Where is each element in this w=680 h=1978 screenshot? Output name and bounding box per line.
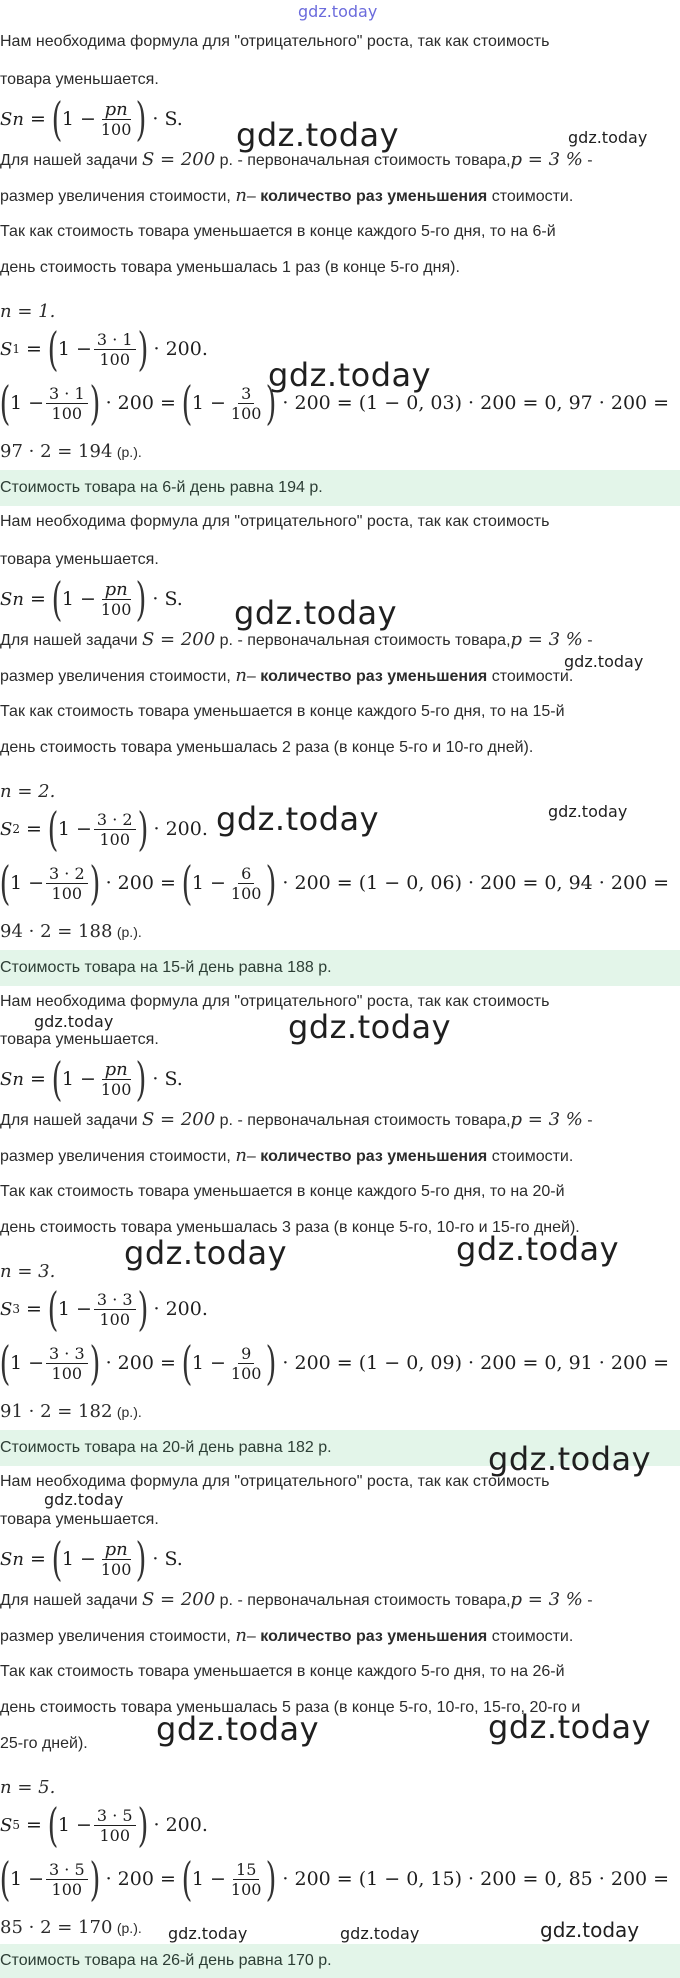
condition-line-1: Так как стоимость товара уменьшается в конце каждого 5-го дня, то на 6-й [0, 223, 556, 240]
watermark: gdz.today [288, 1008, 452, 1046]
general-formula: S n = ( 1 − $\frac{pn}{100}$ ) · S. [0, 572, 183, 626]
n-value: n = 2. [0, 781, 56, 802]
watermark: gdz.today [548, 802, 628, 821]
s-formula: S 1 = ( 1 − $\frac{3 \cdot 1}{100}$ ) · 200. [0, 322, 208, 376]
answer-banner: Стоимость товара на 26-й день равна 170 р. [0, 1944, 680, 1978]
watermark: gdz.today [124, 1234, 288, 1272]
answer-banner: Стоимость товара на 20-й день равна 182 р. [0, 1430, 680, 1466]
intro-line-2: товара уменьшается. [0, 1031, 159, 1048]
intro-line-2: товара уменьшается. [0, 1511, 159, 1528]
calc-formula: ( 1 − $\frac{3 \cdot 2}{100}$ ) · 200 = ( 1 − $\frac{6}{100}$ ) · 200 = (1 − 0, 06) · 200 = 0, 94 · 200 = [0, 856, 670, 910]
size-line: размер увеличения стоимости, n– количество раз уменьшения стоимости. [0, 665, 574, 686]
answer-banner: Стоимость товара на 15-й день равна 188 р. [0, 950, 680, 986]
general-formula: S n = ( 1 − $\frac{pn}{100}$ ) · S. [0, 92, 183, 146]
s-formula: S 2 = ( 1 − $\frac{3 \cdot 2}{100}$ ) · 200. [0, 802, 208, 856]
watermark: gdz.today [564, 652, 644, 671]
task-line: Для нашей задачи S = 200 р. - первоначальная стоимость товара,p = 3 % - [0, 1589, 593, 1610]
size-line: размер увеличения стоимости, n– количество раз уменьшения стоимости. [0, 1625, 574, 1646]
condition-line-3: 25-го дней). [0, 1735, 88, 1752]
result-line: 85 · 2 = 170 (р.). [0, 1917, 142, 1938]
n-value: n = 3. [0, 1261, 56, 1282]
result-line: 94 · 2 = 188 (р.). [0, 921, 142, 942]
condition-line-1: Так как стоимость товара уменьшается в конце каждого 5-го дня, то на 15-й [0, 703, 565, 720]
n-value: n = 5. [0, 1777, 56, 1798]
size-line: размер увеличения стоимости, n– количество раз уменьшения стоимости. [0, 185, 574, 206]
answer-banner: Стоимость товара на 6-й день равна 194 р. [0, 470, 680, 506]
s-formula: S 5 = ( 1 − $\frac{3 \cdot 5}{100}$ ) · 200. [0, 1798, 208, 1852]
task-line: Для нашей задачи S = 200 р. - первоначальная стоимость товара,p = 3 % - [0, 149, 593, 170]
watermark: gdz.today [44, 1490, 124, 1509]
intro-line-1: Нам необходима формула для "отрицательного" роста, так как стоимость [0, 33, 550, 50]
watermark: gdz.today [340, 1924, 420, 1943]
watermark: gdz.today [216, 800, 380, 838]
general-formula: S n = ( 1 − $\frac{pn}{100}$ ) · S. [0, 1052, 183, 1106]
condition-line-1: Так как стоимость товара уменьшается в конце каждого 5-го дня, то на 20-й [0, 1183, 565, 1200]
watermark: gdz.today [234, 594, 398, 632]
condition-line-2: день стоимость товара уменьшалась 2 раза (в конце 5-го и 10-го дней). [0, 739, 534, 756]
watermark: gdz.today [156, 1710, 320, 1748]
task-line: Для нашей задачи S = 200 р. - первоначальная стоимость товара,p = 3 % - [0, 629, 593, 650]
watermark: gdz.today [236, 116, 400, 154]
watermark: gdz.today [34, 1012, 114, 1031]
n-value: n = 1. [0, 301, 56, 322]
watermark: gdz.today [268, 356, 432, 394]
top-watermark: gdz.today [298, 2, 378, 21]
size-line: размер увеличения стоимости, n– количество раз уменьшения стоимости. [0, 1145, 574, 1166]
calc-formula: ( 1 − $\frac{3 \cdot 3}{100}$ ) · 200 = ( 1 − $\frac{9}{100}$ ) · 200 = (1 − 0, 09) · 200 = 0, 91 · 200 = [0, 1336, 670, 1390]
intro-line-1: Нам необходима формула для "отрицательного" роста, так как стоимость [0, 513, 550, 530]
task-line: Для нашей задачи S = 200 р. - первоначальная стоимость товара,p = 3 % - [0, 1109, 593, 1130]
result-line: 97 · 2 = 194 (р.). [0, 441, 142, 462]
watermark: gdz.today [488, 1708, 652, 1746]
watermark: gdz.today [488, 1440, 652, 1478]
watermark: gdz.today [456, 1230, 620, 1268]
calc-formula: ( 1 − $\frac{3 \cdot 5}{100}$ ) · 200 = ( 1 − $\frac{15}{100}$ ) · 200 = (1 − 0, 15) · 200 = 0, 85 · 200 = [0, 1852, 670, 1906]
result-line: 91 · 2 = 182 (р.). [0, 1401, 142, 1422]
condition-line-2: день стоимость товара уменьшалась 1 раз (в конце 5-го дня). [0, 259, 460, 276]
intro-line-2: товара уменьшается. [0, 551, 159, 568]
watermark: gdz.today [540, 1918, 640, 1942]
watermark: gdz.today [568, 128, 648, 147]
condition-line-1: Так как стоимость товара уменьшается в конце каждого 5-го дня, то на 26-й [0, 1663, 565, 1680]
general-formula: S n = ( 1 − $\frac{pn}{100}$ ) · S. [0, 1532, 183, 1586]
s-formula: S 3 = ( 1 − $\frac{3 \cdot 3}{100}$ ) · 200. [0, 1282, 208, 1336]
condition-line-2: день стоимость товара уменьшалась 5 раза (в конце 5-го, 10-го, 15-го, 20-го и [0, 1699, 581, 1716]
intro-line-1: Нам необходима формула для "отрицательного" роста, так как стоимость [0, 993, 550, 1010]
condition-line-2: день стоимость товара уменьшалась 3 раза (в конце 5-го, 10-го и 15-го дней). [0, 1219, 580, 1236]
watermark: gdz.today [168, 1924, 248, 1943]
intro-line-2: товара уменьшается. [0, 71, 159, 88]
calc-formula: ( 1 − $\frac{3 \cdot 1}{100}$ ) · 200 = ( 1 − $\frac{3}{100}$ ) · 200 = (1 − 0, 03) · 200 = 0, 97 · 200 = [0, 376, 670, 430]
intro-line-1: Нам необходима формула для "отрицательного" роста, так как стоимость [0, 1473, 550, 1490]
